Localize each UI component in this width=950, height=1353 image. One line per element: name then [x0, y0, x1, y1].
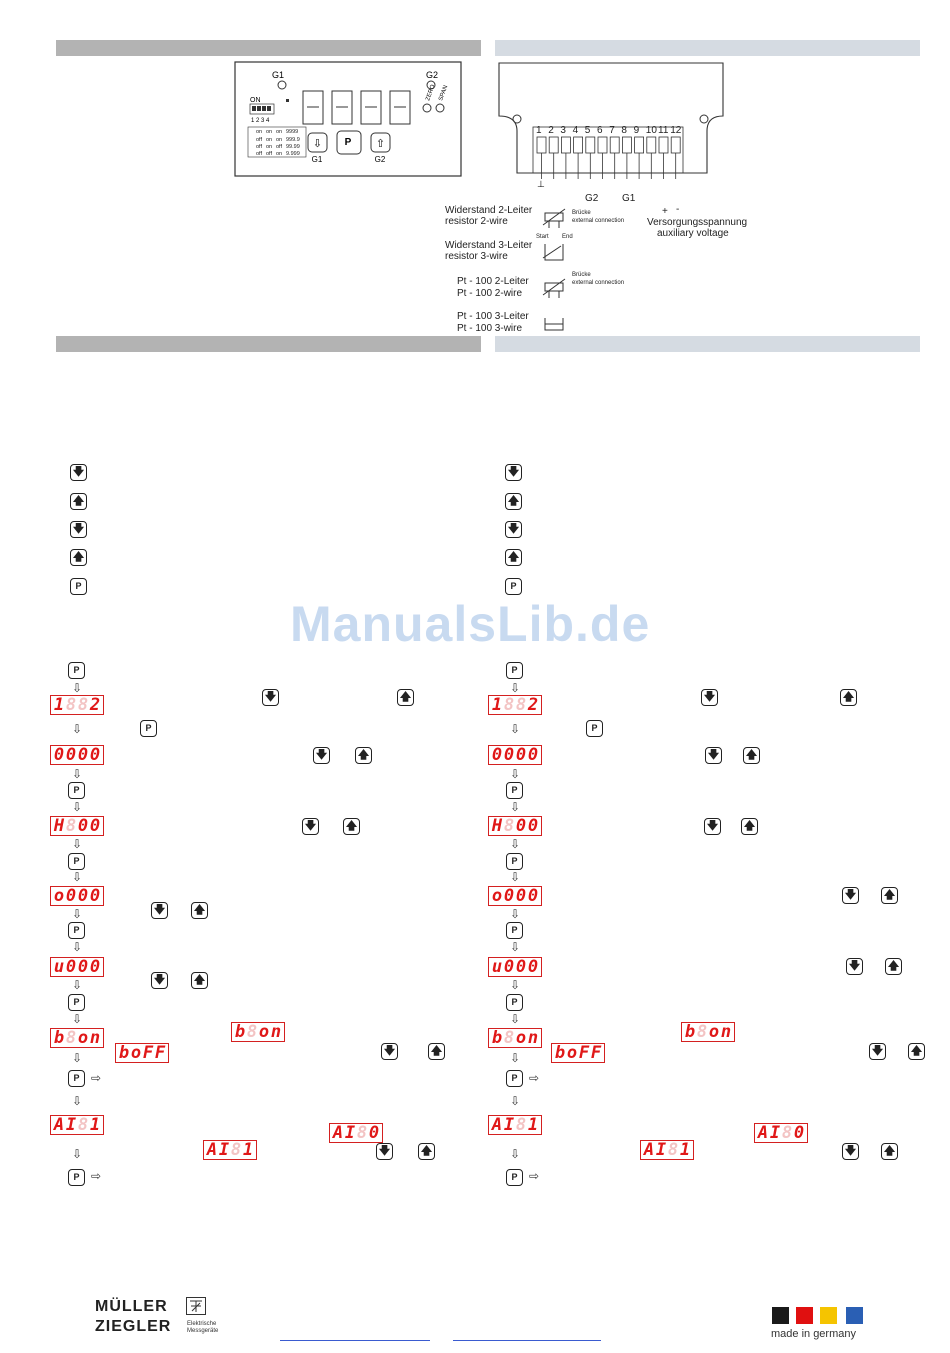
terminal-number-10: 10 — [645, 125, 657, 136]
pt100-3wire-icon — [541, 314, 569, 332]
brand-sub — [187, 1321, 218, 1335]
terminal-number-11: 11 — [658, 125, 669, 136]
right-flow-arrow-4: ⇩ — [510, 800, 521, 814]
left-display-d6-digit-1: b — [53, 1027, 65, 1048]
left-d7-up-key-icon: 🡅 — [418, 1143, 435, 1160]
right-display-d6c-digit-1: b — [554, 1042, 566, 1063]
left-display-d6b-digit-2: 8 — [246, 1021, 258, 1042]
left-display-d5-digit-3: 0 — [77, 956, 89, 977]
front-up-icon: ⇧ — [375, 138, 386, 150]
left-d3-down-key-icon: 🡇 — [302, 818, 319, 835]
right-display-d7-digit-1: A — [491, 1114, 503, 1135]
bridge-note-3: Brücke — [572, 272, 591, 278]
right-display-d7c-digit-2: I — [655, 1139, 667, 1160]
left-display-d7c — [203, 1140, 257, 1160]
right-display-d1-digit-2: 8 — [503, 694, 515, 715]
left-display-d7b-digit-4: 0 — [368, 1122, 380, 1143]
left-display-d3-digit-4: 0 — [89, 815, 101, 836]
right-d7-up-key-icon: 🡅 — [881, 1143, 898, 1160]
left-d1-up-key-icon: 🡅 — [397, 689, 414, 706]
right-display-d1-digit-1: 1 — [491, 694, 503, 715]
dp-row-3-c3: off — [276, 144, 283, 150]
dp-row-1-c3: on — [276, 129, 283, 135]
right-display-d6c-digit-3: F — [578, 1042, 590, 1063]
right-flow-arrow-10: ⇩ — [510, 1012, 521, 1026]
label-minus: - — [676, 204, 680, 215]
legend-left-p-key-icon: P — [70, 578, 87, 595]
terminal-2 — [549, 137, 558, 153]
device-front-diagram — [234, 61, 462, 177]
left-display-d7-digit-2: I — [65, 1114, 77, 1135]
right-display-d6-digit-3: o — [515, 1027, 527, 1048]
wiring-2-start: Start — [536, 234, 549, 240]
terminal-10 — [647, 137, 656, 153]
label-g1: G1 — [622, 193, 636, 204]
right-display-d2-digit-1: 0 — [491, 744, 503, 765]
right-display-d6c-digit-2: o — [566, 1042, 578, 1063]
front-p-icon: P — [344, 137, 352, 148]
right-display-d4-digit-3: 0 — [515, 885, 527, 906]
left-display-d1 — [50, 695, 104, 715]
left-flow-arrow-11: ⇩ — [72, 1051, 83, 1065]
left-flow-p-3-key-icon: P — [68, 853, 85, 870]
dp-row-4-c3: on — [276, 151, 283, 157]
left-flow-arrow-13: ⇩ — [72, 1147, 83, 1161]
span-label: SPAN — [438, 84, 450, 102]
flag-emblem-icon — [846, 1307, 863, 1324]
label-plus: + — [662, 206, 668, 217]
right-flow-p-4-key-icon: P — [506, 922, 523, 939]
left-flow-arrow-7: ⇩ — [72, 907, 83, 921]
right-display-d6b-digit-3: o — [708, 1021, 720, 1042]
right-display-d5-digit-4: 0 — [527, 956, 539, 977]
left-display-d6c-digit-3: F — [142, 1042, 154, 1063]
right-flow-arrow-6: ⇩ — [510, 870, 521, 884]
left-display-d5 — [50, 957, 104, 977]
terminal-number-8: 8 — [621, 125, 627, 136]
right-d2-down-key-icon: 🡇 — [705, 747, 722, 764]
right-display-d5-digit-1: u — [491, 956, 503, 977]
left-display-d5-digit-2: 0 — [65, 956, 77, 977]
left-flow-p-7-key-icon: P — [68, 1169, 85, 1186]
right-flow-arrow-13: ⇩ — [510, 1147, 521, 1161]
footer-link-1[interactable] — [280, 1340, 430, 1341]
right-display-d5-digit-2: 0 — [503, 956, 515, 977]
dp-row-3-c4: 99.99 — [286, 144, 300, 150]
terminal-3 — [561, 137, 570, 153]
left-display-d7c-digit-2: I — [218, 1139, 230, 1160]
dp-row-1-c1: on — [256, 129, 263, 135]
right-d1-up-key-icon: 🡅 — [840, 689, 857, 706]
right-flow-right-arrow-2: ⇨ — [529, 1169, 540, 1183]
zero-label: ZERO — [425, 83, 437, 102]
left-display-d6b-digit-1: b — [234, 1021, 246, 1042]
terminal-5 — [586, 137, 595, 153]
dp-row-2-c1: off — [256, 137, 263, 143]
right-d1-p-key-icon: P — [586, 720, 603, 737]
right-display-d4-digit-2: 0 — [503, 885, 515, 906]
left-display-d6c-digit-1: b — [118, 1042, 130, 1063]
right-d4-up-key-icon: 🡅 — [881, 887, 898, 904]
right-display-d5-digit-3: 0 — [515, 956, 527, 977]
section-bar-top-right — [495, 40, 920, 56]
left-display-d4-digit-3: 0 — [77, 885, 89, 906]
left-flow-arrow-4: ⇩ — [72, 800, 83, 814]
right-display-d3-digit-3: 0 — [515, 815, 527, 836]
right-flow-p-3-key-icon: P — [506, 853, 523, 870]
left-display-d7-digit-3: 8 — [77, 1114, 89, 1135]
right-flow-arrow-2: ⇩ — [510, 722, 521, 736]
legend-left-down-key-icon: 🡇 — [70, 464, 87, 481]
right-flow-right-arrow-1: ⇨ — [529, 1071, 540, 1085]
g2-led-label: G2 — [425, 70, 439, 80]
left-d4-down-key-icon: 🡇 — [151, 902, 168, 919]
brand-sub-2: Messgeräte — [187, 1328, 219, 1334]
right-flow-arrow-5: ⇩ — [510, 837, 521, 851]
left-display-d7c-digit-4: 1 — [242, 1139, 254, 1160]
wiring-1-de: Widerstand 2-Leiter — [445, 205, 533, 216]
right-display-d4-digit-1: o — [491, 885, 503, 906]
right-flow-arrow-1: ⇩ — [510, 681, 521, 695]
left-display-d5-digit-4: 0 — [89, 956, 101, 977]
left-display-d6b — [231, 1022, 285, 1042]
terminal-number-3: 3 — [560, 125, 566, 136]
terminal-number-4: 4 — [572, 125, 579, 136]
wiring-2-en: resistor 3-wire — [445, 251, 508, 262]
right-d3-down-key-icon: 🡇 — [704, 818, 721, 835]
left-flow-p-4-key-icon: P — [68, 922, 85, 939]
resistor-3wire-icon — [541, 242, 569, 264]
resistor-2wire-icon — [541, 207, 569, 229]
right-display-d7c-digit-1: A — [643, 1139, 655, 1160]
left-display-d6-digit-4: n — [89, 1027, 101, 1048]
terminal-11 — [659, 137, 668, 153]
right-d6-up-key-icon: 🡅 — [908, 1043, 925, 1060]
left-display-d6 — [50, 1028, 104, 1048]
wiring-2-end: End — [562, 234, 573, 240]
right-display-d6c — [551, 1043, 605, 1063]
left-display-d2-digit-3: 0 — [77, 744, 89, 765]
right-d5-up-key-icon: 🡅 — [885, 958, 902, 975]
left-d4-up-key-icon: 🡅 — [191, 902, 208, 919]
right-flow-arrow-8: ⇩ — [510, 940, 521, 954]
right-display-d6c-digit-4: F — [590, 1042, 602, 1063]
left-d6-down-key-icon: 🡇 — [381, 1043, 398, 1060]
legend-left-up-key-icon: 🡅 — [70, 493, 87, 510]
left-display-d6c-digit-4: F — [154, 1042, 166, 1063]
left-d1-p-key-icon: P — [140, 720, 157, 737]
brand-line-2: ZIEGLER — [95, 1318, 172, 1335]
right-d2-up-key-icon: 🡅 — [743, 747, 760, 764]
bridge-note-1: Brücke — [572, 210, 591, 216]
left-display-d4-digit-1: o — [53, 885, 65, 906]
left-d6-up-key-icon: 🡅 — [428, 1043, 445, 1060]
right-display-d1-digit-4: 2 — [527, 694, 539, 715]
right-display-d3-digit-1: H — [491, 815, 503, 836]
dp-row-2-c3: on — [276, 137, 283, 143]
left-display-d3-digit-3: 0 — [77, 815, 89, 836]
front-down-icon: ⇩ — [312, 138, 323, 150]
ground-symbol: ⊥ — [537, 179, 545, 189]
terminal-6 — [598, 137, 607, 153]
right-flow-arrow-7: ⇩ — [510, 907, 521, 921]
dp-row-3-c1: off — [256, 144, 263, 150]
terminal-9 — [635, 137, 644, 153]
legend-left-down-key-icon: 🡇 — [70, 521, 87, 538]
dp-row-3-c2: on — [266, 144, 273, 150]
left-display-d1-digit-2: 8 — [65, 694, 77, 715]
terminal-number-12: 12 — [670, 125, 682, 136]
brand-logo — [95, 1297, 171, 1337]
left-flow-arrow-5: ⇩ — [72, 837, 83, 851]
right-display-d7c-digit-4: 1 — [679, 1139, 691, 1160]
right-display-d3-digit-4: 0 — [527, 815, 539, 836]
left-d1-down-key-icon: 🡇 — [262, 689, 279, 706]
right-display-d6b — [681, 1022, 735, 1042]
wiring-1-en: resistor 2-wire — [445, 216, 508, 227]
right-flow-arrow-9: ⇩ — [510, 978, 521, 992]
dp-row-1-c2: on — [266, 129, 273, 135]
right-display-d2-digit-2: 0 — [503, 744, 515, 765]
right-flow-p-5-key-icon: P — [506, 994, 523, 1011]
right-flow-p-6-key-icon: P — [506, 1070, 523, 1087]
right-display-d6 — [488, 1028, 542, 1048]
left-display-d6b-digit-3: o — [258, 1021, 270, 1042]
left-display-d7 — [50, 1115, 104, 1135]
right-display-d4-digit-4: 0 — [527, 885, 539, 906]
right-d7-down-key-icon: 🡇 — [842, 1143, 859, 1160]
watermark: ManualsLib.de — [290, 596, 651, 652]
right-d5-down-key-icon: 🡇 — [846, 958, 863, 975]
left-display-d7b-digit-3: 8 — [356, 1122, 368, 1143]
footer-link-2[interactable] — [453, 1340, 601, 1341]
legend-right-up-key-icon: 🡅 — [505, 549, 522, 566]
left-flow-right-arrow-2: ⇨ — [91, 1169, 102, 1183]
supply-en: auxiliary voltage — [657, 228, 729, 239]
left-display-d7b-digit-1: A — [332, 1122, 344, 1143]
left-flow-p-start-key-icon: P — [68, 662, 85, 679]
left-d2-down-key-icon: 🡇 — [313, 747, 330, 764]
brand-line-1: MÜLLER — [95, 1298, 168, 1315]
right-display-d1-digit-3: 8 — [515, 694, 527, 715]
right-display-d6b-digit-2: 8 — [696, 1021, 708, 1042]
terminal-7 — [610, 137, 619, 153]
dp-row-1-c4: 9999 — [286, 129, 299, 135]
left-display-d6c-digit-2: o — [130, 1042, 142, 1063]
left-flow-arrow-2: ⇩ — [72, 722, 83, 736]
terminal-number-9: 9 — [633, 125, 640, 136]
label-g2: G2 — [585, 193, 599, 204]
dp-row-2-c2: on — [266, 137, 273, 143]
left-flow-arrow-8: ⇩ — [72, 940, 83, 954]
legend-right-down-key-icon: 🡇 — [505, 521, 522, 538]
left-display-d2-digit-4: 0 — [89, 744, 101, 765]
left-flow-p-2-key-icon: P — [68, 782, 85, 799]
right-display-d7-digit-3: 8 — [515, 1114, 527, 1135]
pt100-2wire-icon — [541, 277, 569, 299]
left-display-d4-digit-4: 0 — [89, 885, 101, 906]
left-display-d5-digit-1: u — [53, 956, 65, 977]
front-g1-label: G1 — [311, 155, 323, 164]
terminal-8 — [622, 137, 631, 153]
legend-right-up-key-icon: 🡅 — [505, 493, 522, 510]
left-display-d7b-digit-2: I — [344, 1122, 356, 1143]
brand-emblem-icon — [186, 1297, 206, 1315]
right-display-d6b-digit-4: n — [720, 1021, 732, 1042]
made-in-germany: made in germany — [771, 1328, 856, 1340]
right-display-d2 — [488, 745, 542, 765]
wiring-3-en: Pt - 100 2-wire — [457, 288, 523, 299]
left-flow-p-6-key-icon: P — [68, 1070, 85, 1087]
right-flow-p-2-key-icon: P — [506, 782, 523, 799]
left-display-d2-digit-2: 0 — [65, 744, 77, 765]
right-display-d4 — [488, 886, 542, 906]
left-display-d6c — [115, 1043, 169, 1063]
left-display-d6-digit-2: 8 — [65, 1027, 77, 1048]
right-display-d7b-digit-4: 0 — [793, 1122, 805, 1143]
section-bar-top-left — [56, 40, 481, 56]
left-display-d7b — [329, 1123, 383, 1143]
section-bar-mid-right — [495, 336, 920, 352]
left-display-d7c-digit-3: 8 — [230, 1139, 242, 1160]
dp-row-4-c1: off — [256, 151, 263, 157]
terminal-number-1: 1 — [536, 125, 542, 136]
right-display-d6-digit-2: 8 — [503, 1027, 515, 1048]
dp-row-4-c2: off — [266, 151, 273, 157]
legend-right-p-key-icon: P — [505, 578, 522, 595]
terminal-1 — [537, 137, 546, 153]
right-display-d7c — [640, 1140, 694, 1160]
right-display-d3-digit-2: 8 — [503, 815, 515, 836]
legend-left-up-key-icon: 🡅 — [70, 549, 87, 566]
left-d3-up-key-icon: 🡅 — [343, 818, 360, 835]
g1-led-label: G1 — [271, 70, 285, 80]
left-display-d2 — [50, 745, 104, 765]
right-d1-down-key-icon: 🡇 — [701, 689, 718, 706]
terminal-12 — [671, 137, 680, 153]
wiring-2-de: Widerstand 3-Leiter — [445, 240, 533, 251]
terminal-number-2: 2 — [548, 125, 554, 136]
left-d5-down-key-icon: 🡇 — [151, 972, 168, 989]
left-display-d7-digit-1: A — [53, 1114, 65, 1135]
left-display-d7-digit-4: 1 — [89, 1114, 101, 1135]
right-display-d7 — [488, 1115, 542, 1135]
right-flow-arrow-3: ⇩ — [510, 767, 521, 781]
right-display-d7c-digit-3: 8 — [667, 1139, 679, 1160]
bridge-note-2: external connection — [572, 218, 625, 224]
right-display-d2-digit-4: 0 — [527, 744, 539, 765]
right-display-d7-digit-4: 1 — [527, 1114, 539, 1135]
supply-de: Versorgungsspannung — [647, 217, 748, 228]
front-g2-label: G2 — [374, 155, 386, 164]
right-display-d6b-digit-1: b — [684, 1021, 696, 1042]
left-flow-arrow-12: ⇩ — [72, 1094, 83, 1108]
dp-row-2-c4: 999.9 — [286, 137, 300, 143]
left-display-d1-digit-1: 1 — [53, 694, 65, 715]
dip-numbers: 1 2 3 4 — [251, 118, 270, 124]
left-display-d1-digit-3: 8 — [77, 694, 89, 715]
right-display-d2-digit-3: 0 — [515, 744, 527, 765]
right-flow-p-start-key-icon: P — [506, 662, 523, 679]
dip-on-label: ON — [250, 97, 261, 104]
left-display-d3 — [50, 816, 104, 836]
flag-black — [772, 1307, 789, 1324]
left-flow-arrow-6: ⇩ — [72, 870, 83, 884]
left-display-d6-digit-3: o — [77, 1027, 89, 1048]
terminal-number-5: 5 — [584, 125, 591, 136]
right-display-d7b — [754, 1123, 808, 1143]
dp-row-4-c4: 9.999 — [286, 151, 300, 157]
section-bar-mid-left — [56, 336, 481, 352]
right-d4-down-key-icon: 🡇 — [842, 887, 859, 904]
wiring-4-de: Pt - 100 3-Leiter — [457, 311, 529, 322]
right-display-d7b-digit-1: A — [757, 1122, 769, 1143]
right-display-d7b-digit-3: 8 — [781, 1122, 793, 1143]
wiring-4-en: Pt - 100 3-wire — [457, 323, 523, 334]
flag-red — [796, 1307, 813, 1324]
left-flow-arrow-3: ⇩ — [72, 767, 83, 781]
left-display-d2-digit-1: 0 — [53, 744, 65, 765]
left-d2-up-key-icon: 🡅 — [355, 747, 372, 764]
left-d7-down-key-icon: 🡇 — [376, 1143, 393, 1160]
terminal-number-7: 7 — [609, 125, 615, 136]
terminal-number-6: 6 — [597, 125, 603, 136]
left-flow-p-5-key-icon: P — [68, 994, 85, 1011]
left-display-d3-digit-2: 8 — [65, 815, 77, 836]
right-display-d6-digit-4: n — [527, 1027, 539, 1048]
right-display-d6-digit-1: b — [491, 1027, 503, 1048]
right-d6-down-key-icon: 🡇 — [869, 1043, 886, 1060]
left-flow-arrow-1: ⇩ — [72, 681, 83, 695]
right-display-d1 — [488, 695, 542, 715]
right-display-d7b-digit-2: I — [769, 1122, 781, 1143]
terminal-4 — [574, 137, 583, 153]
left-display-d7c-digit-1: A — [206, 1139, 218, 1160]
right-flow-arrow-12: ⇩ — [510, 1094, 521, 1108]
right-flow-arrow-11: ⇩ — [510, 1051, 521, 1065]
bridge-note-4: external connection — [572, 280, 625, 286]
right-flow-p-7-key-icon: P — [506, 1169, 523, 1186]
wiring-3-de: Pt - 100 2-Leiter — [457, 276, 529, 287]
left-display-d4-digit-2: 0 — [65, 885, 77, 906]
left-flow-right-arrow-1: ⇨ — [91, 1071, 102, 1085]
brand-sub-1: Elektrische — [187, 1321, 217, 1327]
right-display-d7-digit-2: I — [503, 1114, 515, 1135]
left-display-d4 — [50, 886, 104, 906]
right-display-d5 — [488, 957, 542, 977]
left-flow-arrow-10: ⇩ — [72, 1012, 83, 1026]
left-flow-arrow-9: ⇩ — [72, 978, 83, 992]
left-d5-up-key-icon: 🡅 — [191, 972, 208, 989]
left-display-d1-digit-4: 2 — [89, 694, 101, 715]
flag-gold — [820, 1307, 837, 1324]
legend-right-down-key-icon: 🡇 — [505, 464, 522, 481]
left-display-d6b-digit-4: n — [270, 1021, 282, 1042]
right-d3-up-key-icon: 🡅 — [741, 818, 758, 835]
left-display-d3-digit-1: H — [53, 815, 65, 836]
right-display-d3 — [488, 816, 542, 836]
